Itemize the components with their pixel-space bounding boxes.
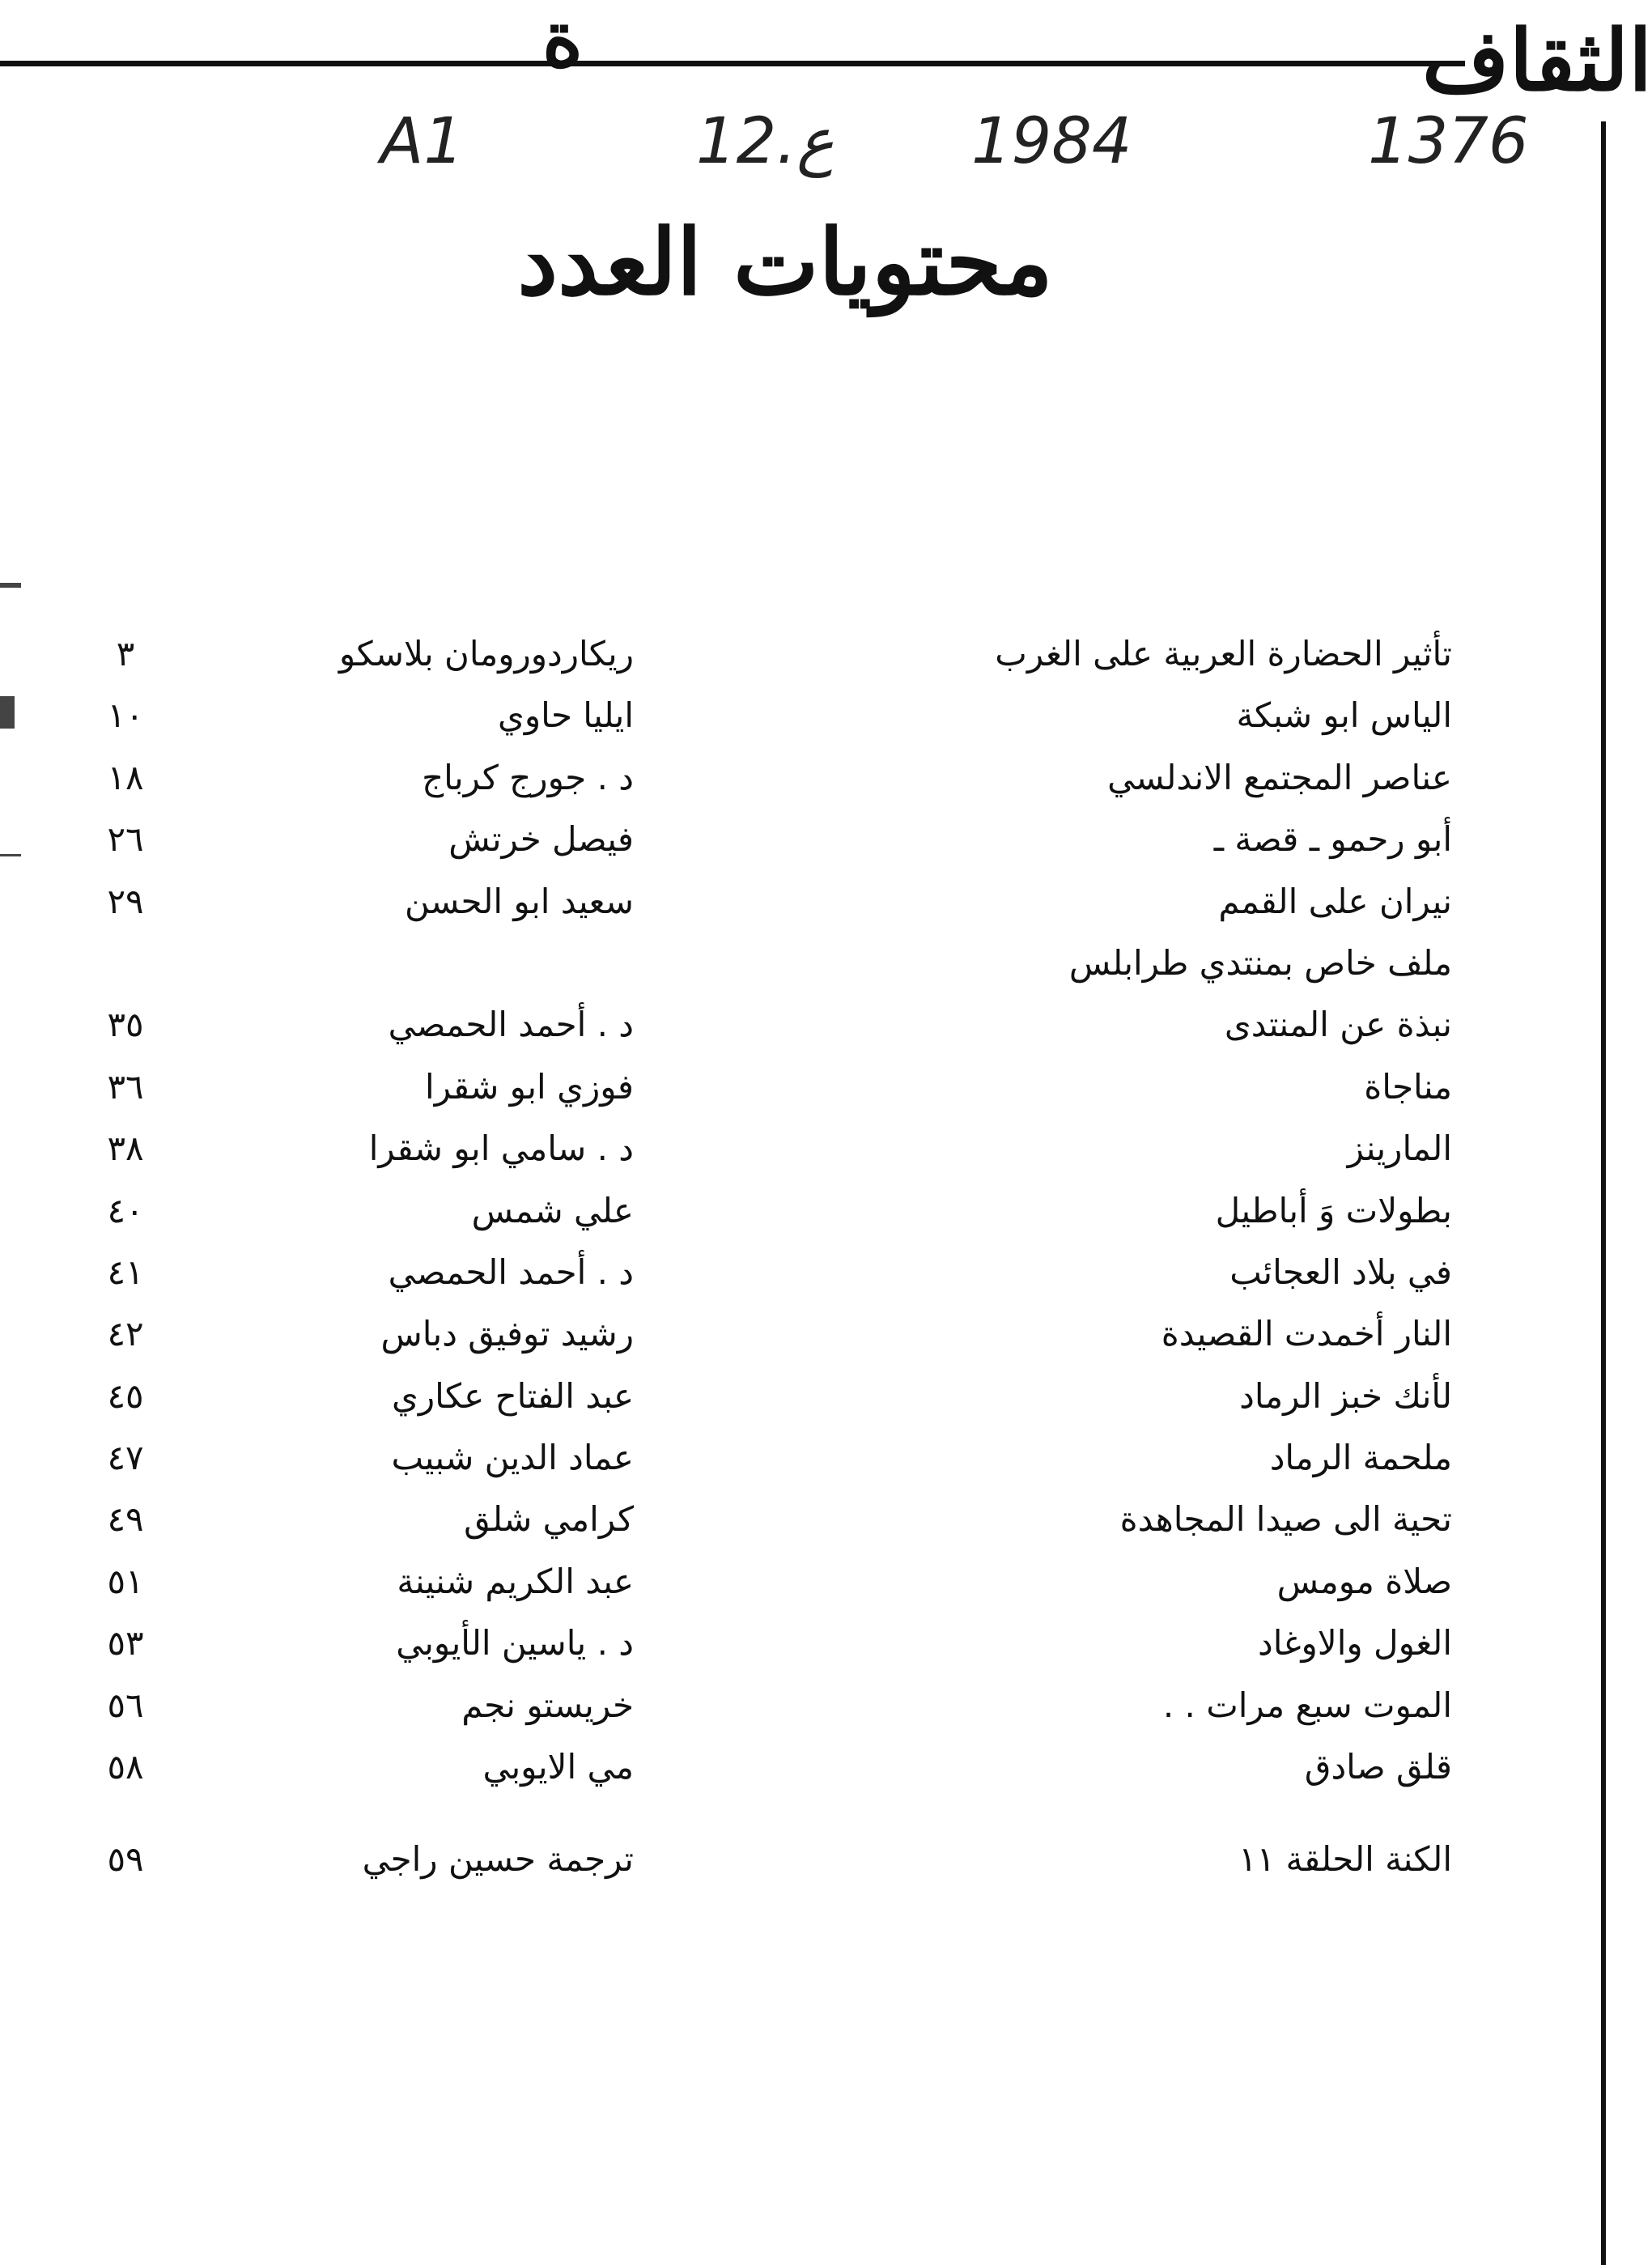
toc-page: ٤٧	[107, 1438, 144, 1478]
toc-page: ٤٥	[107, 1375, 144, 1416]
toc-author: سعيد ابو الحسن	[405, 881, 634, 921]
handwritten-number: 1376	[1368, 105, 1529, 178]
toc-row[interactable]	[0, 623, 1652, 685]
toc-page: ١٠	[107, 695, 144, 736]
table-of-contents	[0, 623, 1652, 1891]
toc-title: ملحمة الرماد	[1269, 1438, 1452, 1478]
toc-row[interactable]	[0, 1118, 1652, 1179]
toc-author: رشيد توفيق دباس	[380, 1314, 634, 1354]
toc-author: ايليا حاوي	[498, 695, 634, 736]
toc-title: الموت سبع مرات . .	[1162, 1685, 1452, 1725]
toc-row[interactable]	[0, 1736, 1652, 1798]
toc-row[interactable]	[0, 1242, 1652, 1303]
toc-title: الكنة الحلقة ١١	[1238, 1839, 1452, 1880]
toc-row[interactable]	[0, 1675, 1652, 1736]
toc-author: عبد الفتاح عكاري	[392, 1375, 634, 1416]
toc-title: ملف خاص بمنتدي طرابلس	[1068, 942, 1452, 983]
toc-author: د . سامي ابو شقرا	[368, 1128, 634, 1169]
scan-edge-mark	[0, 583, 21, 588]
toc-page: ٤١	[107, 1251, 144, 1292]
toc-title: تأثير الحضارة العربية على الغرب	[995, 634, 1452, 674]
toc-row[interactable]	[0, 747, 1652, 809]
toc-title: في بلاد العجائب	[1229, 1251, 1452, 1292]
toc-page: ١٨	[107, 757, 144, 797]
toc-page: ٢٩	[107, 881, 144, 921]
toc-page: ٥١	[107, 1561, 144, 1601]
toc-author: علي شمس	[471, 1190, 634, 1230]
toc-page: ٣٦	[107, 1066, 144, 1107]
toc-row[interactable]	[0, 1489, 1652, 1550]
toc-author: مي الايوبي	[482, 1747, 634, 1787]
toc-row[interactable]	[0, 685, 1652, 746]
toc-author: ترجمة حسين راجي	[362, 1839, 634, 1880]
toc-row[interactable]	[0, 809, 1652, 870]
toc-author: فوزي ابو شقرا	[425, 1066, 634, 1107]
toc-author: كرامي شلق	[464, 1499, 634, 1540]
toc-row[interactable]	[0, 1180, 1652, 1242]
toc-page: ٢٦	[107, 819, 144, 860]
toc-title: تحية الى صيدا المجاهدة	[1119, 1499, 1452, 1540]
toc-author: د . أحمد الحمصي	[388, 1251, 634, 1292]
toc-row[interactable]	[0, 1613, 1652, 1674]
toc-page: ٥٨	[107, 1747, 144, 1787]
masthead-tail: ة	[541, 0, 584, 84]
toc-row[interactable]	[0, 994, 1652, 1056]
masthead: الثقاف	[1466, 0, 1652, 121]
toc-row[interactable]	[0, 1303, 1652, 1365]
toc-author: عماد الدين شبيب	[391, 1438, 634, 1478]
toc-author: د . ياسين الأيوبي	[396, 1623, 634, 1664]
toc-author: عبد الكريم شنينة	[397, 1561, 634, 1601]
toc-author: ريكاردورومان بلاسكو	[338, 634, 634, 674]
toc-row[interactable]	[0, 1829, 1652, 1890]
toc-page: ٣٨	[107, 1128, 144, 1169]
toc-author: د . جورج كرباج	[422, 757, 634, 797]
toc-title: مناجاة	[1364, 1066, 1452, 1107]
toc-page: ٤٩	[107, 1499, 144, 1540]
toc-page: ٣٥	[107, 1005, 144, 1045]
top-rule	[0, 61, 1465, 66]
toc-page: ٤٠	[107, 1190, 144, 1230]
toc-title: أبو رحمو ـ قصة ـ	[1213, 819, 1452, 860]
toc-title: عناصر المجتمع الاندلسي	[1107, 757, 1452, 797]
toc-row[interactable]	[0, 1427, 1652, 1489]
toc-page: ٥٦	[107, 1685, 144, 1725]
page-title: محتويات العدد	[517, 210, 1053, 316]
toc-page: ٤٢	[107, 1314, 144, 1354]
toc-title: الياس ابو شبكة	[1236, 695, 1452, 736]
toc-title: لأنك خبز الرماد	[1239, 1375, 1452, 1416]
toc-title: صلاة مومس	[1276, 1561, 1452, 1601]
toc-title: النار أخمدت القصيدة	[1161, 1314, 1452, 1354]
toc-row[interactable]	[0, 1366, 1652, 1427]
toc-page: ٥٣	[107, 1623, 144, 1664]
toc-row[interactable]	[0, 1056, 1652, 1118]
toc-author: فيصل خرتش	[448, 819, 634, 860]
toc-row[interactable]	[0, 1551, 1652, 1613]
toc-title: المارينز	[1347, 1128, 1452, 1169]
toc-author: د . أحمد الحمصي	[388, 1005, 634, 1045]
toc-page: ٣	[116, 634, 135, 674]
handwritten-year: 1984	[971, 105, 1132, 178]
handwritten-code: A1	[380, 105, 464, 178]
toc-title: قلق صادق	[1304, 1747, 1452, 1787]
handwritten-month: 12.ع	[696, 105, 834, 178]
toc-title: الغول والاوغاد	[1258, 1623, 1452, 1664]
toc-author: خريستو نجم	[461, 1685, 634, 1725]
toc-page: ٥٩	[107, 1839, 144, 1880]
toc-title: نيران على القمم	[1218, 881, 1452, 921]
toc-title: نبذة عن المنتدى	[1224, 1005, 1452, 1045]
toc-section-heading[interactable]	[0, 933, 1652, 994]
toc-row[interactable]	[0, 871, 1652, 933]
toc-title: بطولات وَ أباطيل	[1215, 1190, 1452, 1230]
